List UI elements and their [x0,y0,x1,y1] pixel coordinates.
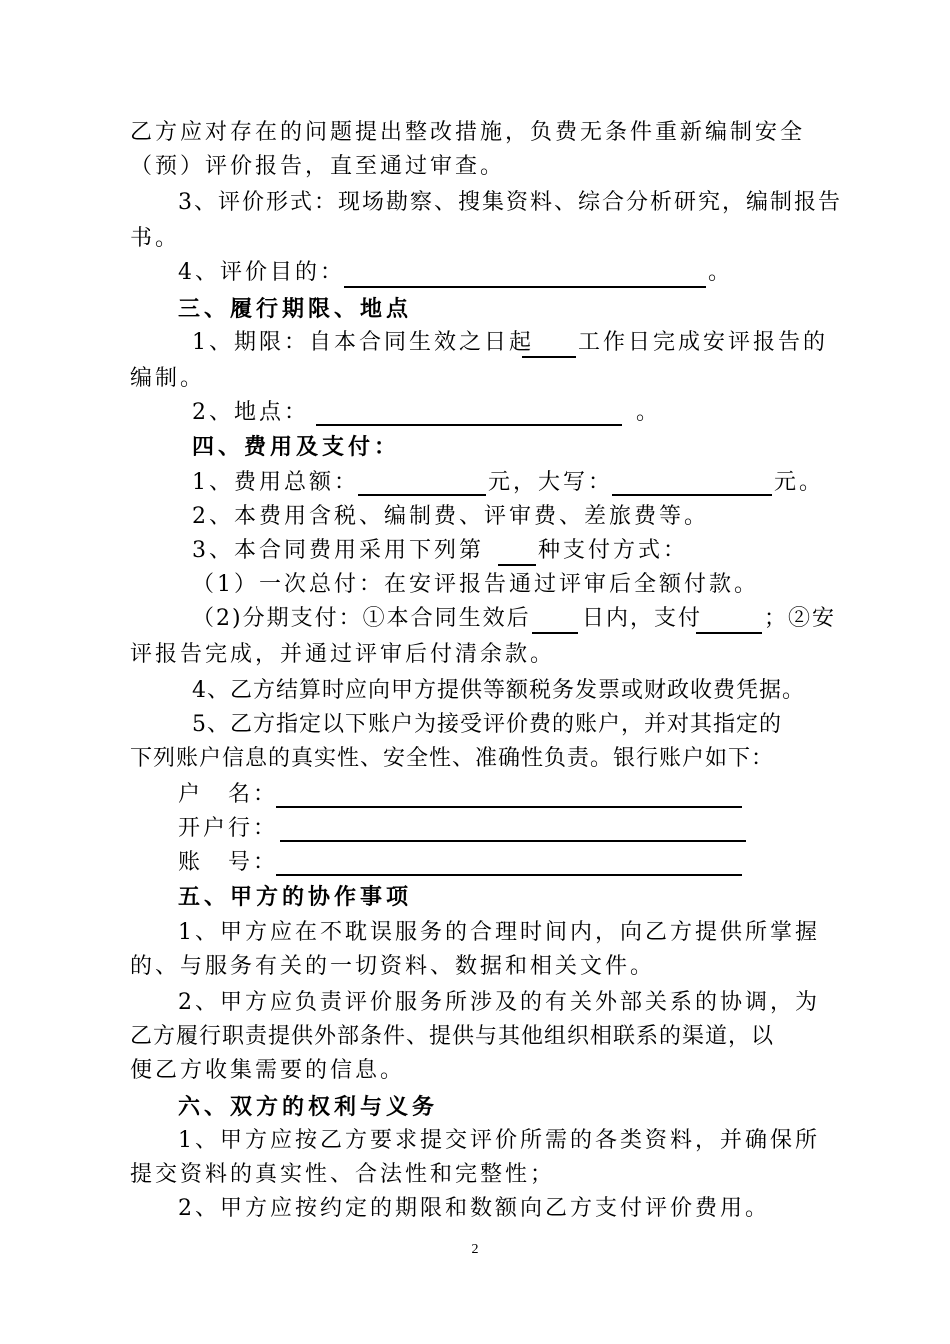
account-number-label: 账 号： [178,850,279,875]
paragraph-line: 下列账户信息的真实性、安全性、准确性负责。银行账户如下： [130,746,775,771]
paragraph-line: 便乙方收集需要的信息。 [130,1058,406,1083]
paragraph-line: 3、本合同费用采用下列第 [192,538,484,563]
paragraph-line: 编制。 [130,366,206,391]
paragraph-line: 日内，支付 [582,606,703,631]
paragraph-line: ；②安 [764,606,837,631]
paragraph-line: 2、地点： [192,400,309,425]
payment-option-blank [498,564,536,566]
paragraph-line: 2、甲方应负责评价服务所涉及的有关外部关系的协调，为 [178,990,820,1015]
section-heading: 五、甲方的协作事项 [178,884,413,910]
paragraph-line: 1、甲方应按乙方要求提交评价所需的各类资料，并确保所 [178,1128,820,1153]
section-heading: 六、双方的权利与义务 [178,1094,439,1120]
paragraph-line: 乙方应对存在的问题提出整改措施，负费无条件重新编制安全 [130,120,806,145]
paragraph-line: 2、本费用含税、编制费、评审费、差旅费等。 [192,504,709,529]
paragraph-line: 的、与服务有关的一切资料、数据和相关文件。 [130,954,656,979]
paragraph-line: （2)分期支付：①本合同生效后 [192,606,531,631]
paragraph-line: 1、甲方应在不耽误服务的合理时间内，向乙方提供所掌握 [178,920,820,945]
paragraph-line: 种支付方式： [538,538,689,563]
paragraph-line: 元。 [774,470,825,495]
days-blank [522,356,576,358]
paragraph-line: 书。 [130,226,181,251]
paragraph-line: （预）评价报告，直至通过审查。 [130,154,506,179]
paragraph-line: 4、乙方结算时应向甲方提供等额税务发票或财政收费凭据。 [192,678,805,703]
paragraph-line: 乙方履行职责提供外部条件、提供与其他组织相联系的渠道，以 [130,1024,775,1049]
bank-blank [280,840,746,842]
section-heading: 四、费用及支付： [192,434,401,460]
installment-days-blank [532,632,578,634]
account-number-blank [276,874,742,876]
installment-amount-blank [696,632,762,634]
paragraph-line: （1）一次总付：在安评报告通过评审后全额付款。 [192,572,759,597]
paragraph-line: 1、期限：自本合同生效之日起 [192,330,534,355]
section-heading: 三、履行期限、地点 [178,296,413,322]
bank-label: 开户行： [178,816,279,841]
location-blank [316,424,622,426]
paragraph-line: 。 [708,260,734,285]
paragraph-line: 工作日完成安评报告的 [578,330,829,355]
account-name-blank [276,806,742,808]
paragraph-line: 3、评价形式：现场勘察、搜集资料、综合分析研究，编制报告 [178,190,842,215]
amount-words-blank [612,494,772,496]
paragraph-line: 1、费用总额： [192,470,359,495]
amount-blank [358,494,486,496]
paragraph-line: 提交资料的真实性、合法性和完整性； [130,1162,556,1187]
paragraph-line: 评报告完成，并通过评审后付清余款。 [130,642,556,667]
account-name-label: 户 名： [178,782,279,807]
paragraph-line: 4、评价目的： [178,260,345,285]
paragraph-line: 2、甲方应按约定的期限和数额向乙方支付评价费用。 [178,1196,770,1221]
paragraph-line: 。 [636,400,662,425]
page-number: 2 [471,1242,479,1257]
paragraph-line: 5、乙方指定以下账户为接受评价费的账户，并对其指定的 [192,712,782,737]
paragraph-line: 元，大写： [488,470,614,495]
purpose-blank [344,286,706,288]
